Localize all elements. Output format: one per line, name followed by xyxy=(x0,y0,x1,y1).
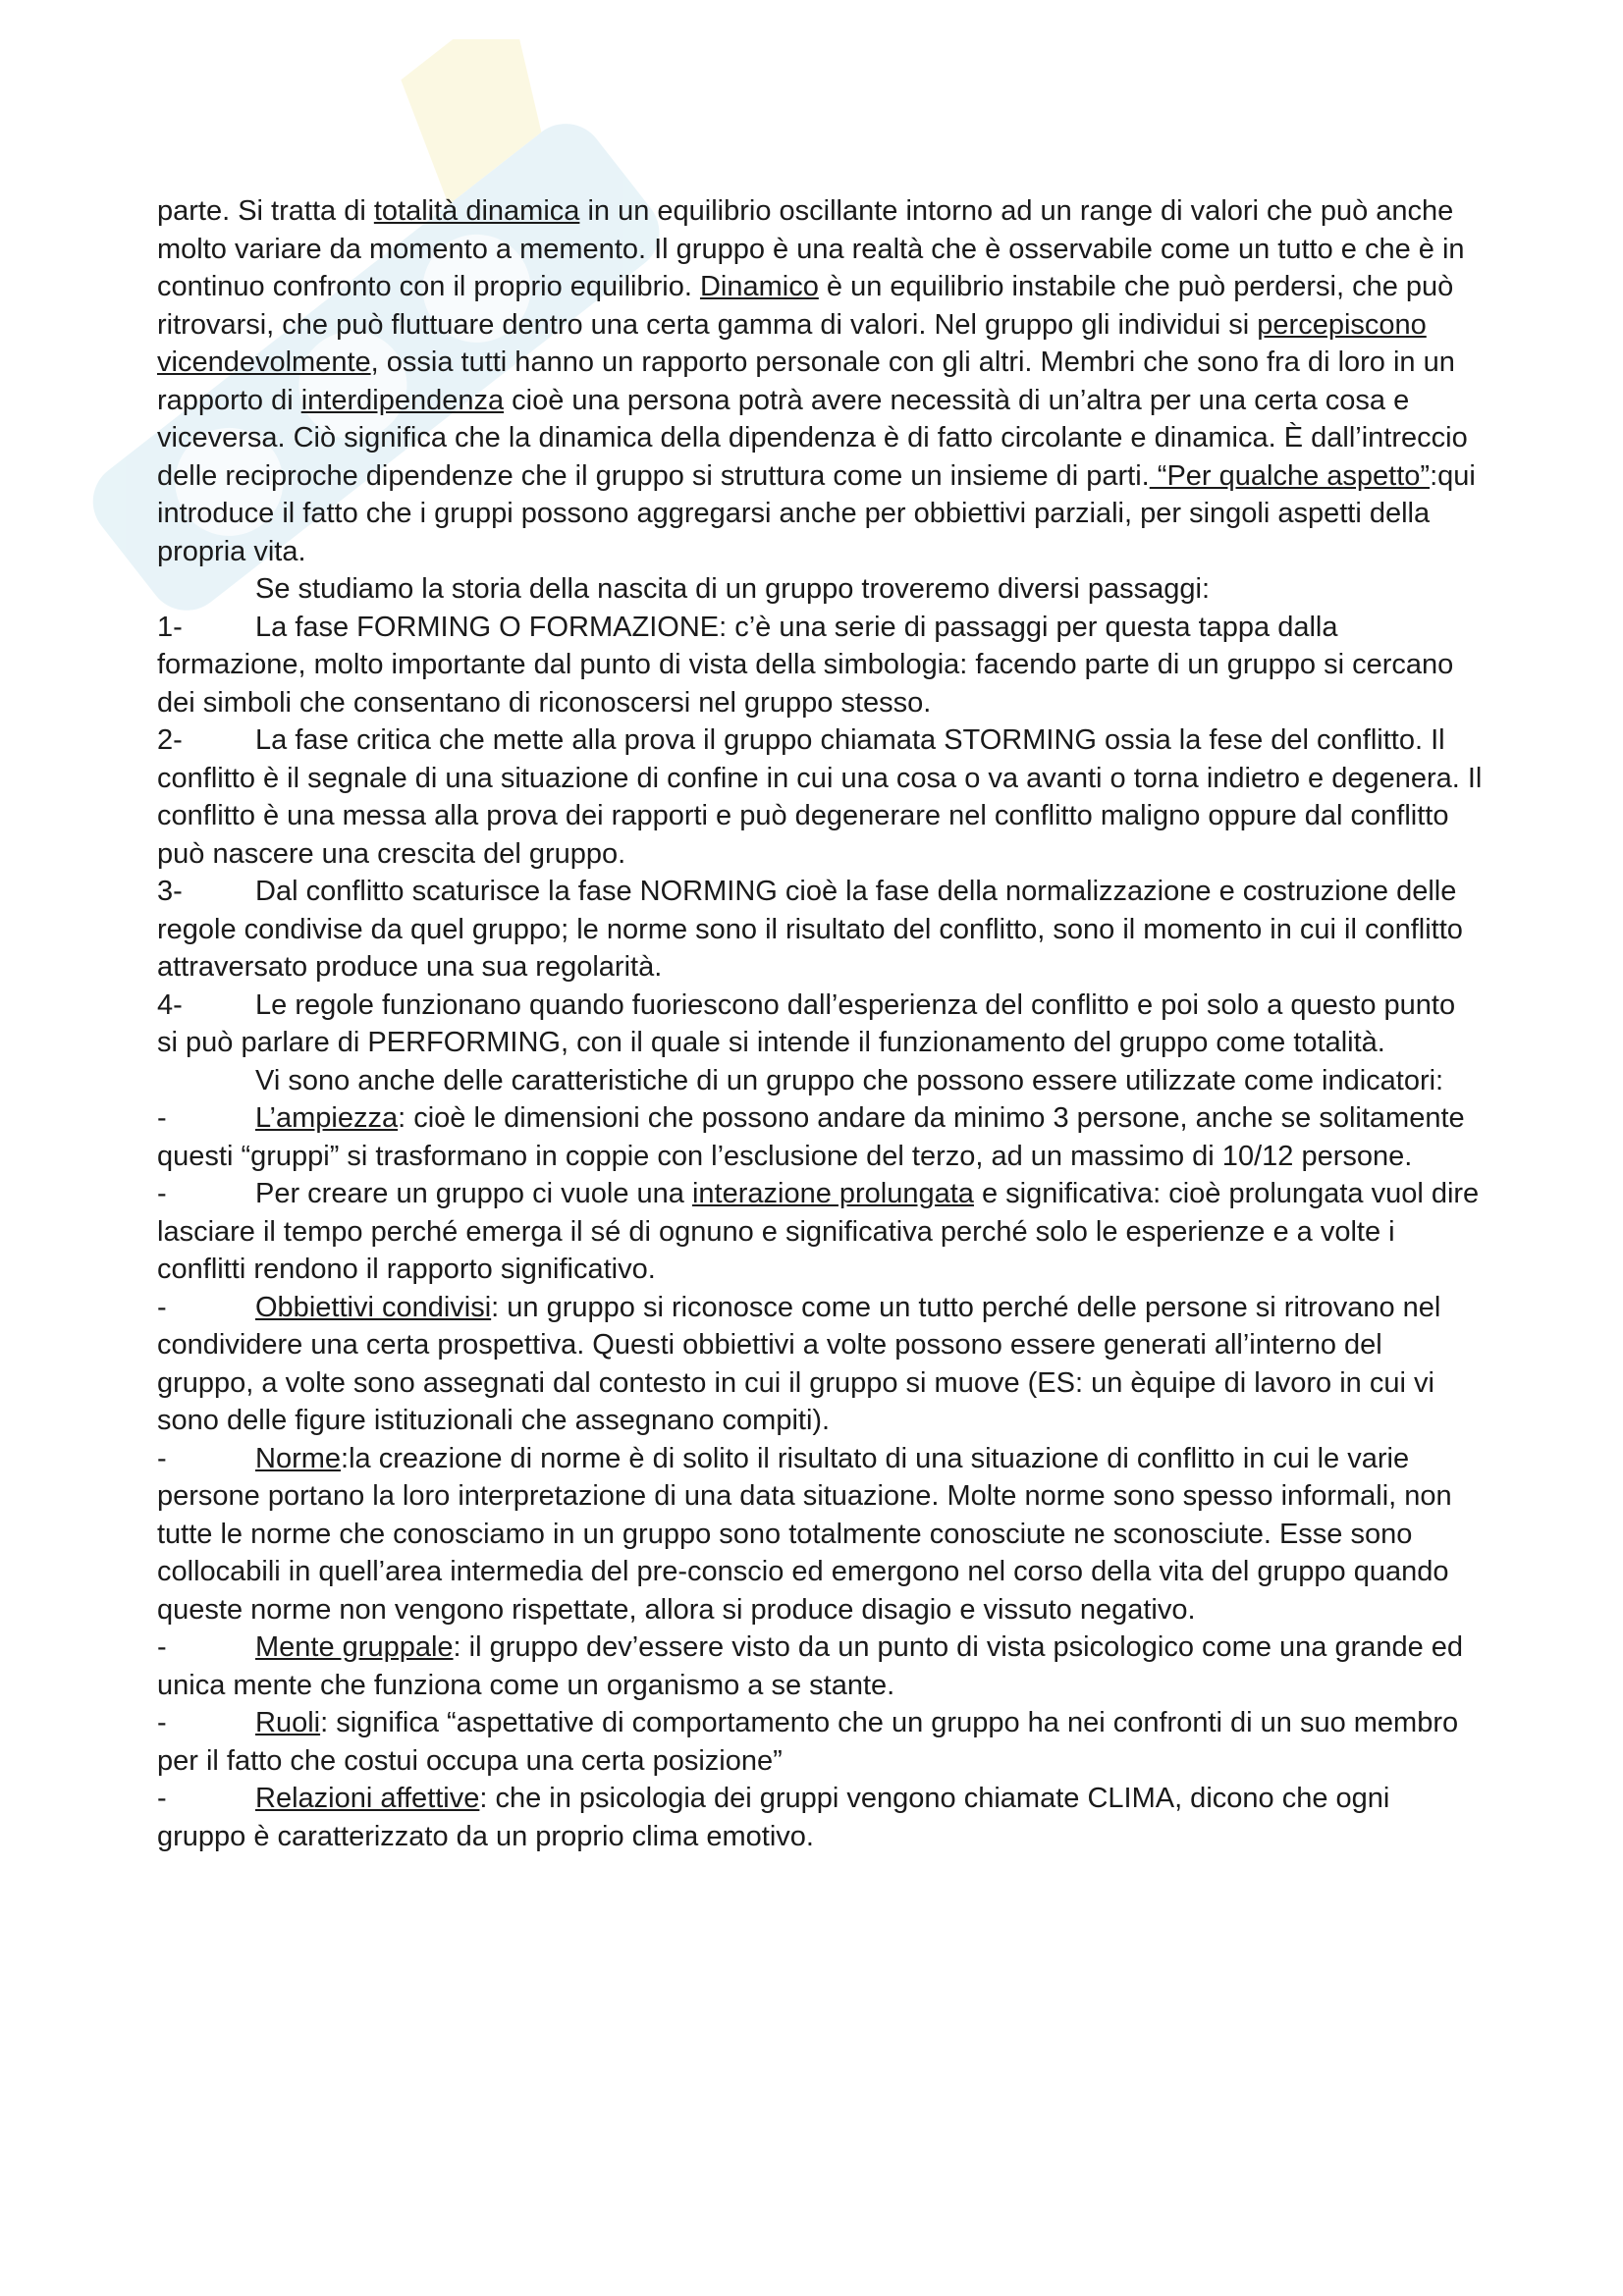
indicators-intro: Vi sono anche delle caratteristiche di un gruppo che possono essere utilizzate come indicatori: xyxy=(255,1064,1444,1096)
indicator-term: Relazioni affettive xyxy=(255,1783,480,1814)
indicator-marker: - xyxy=(157,1631,167,1663)
indicator-text: : cioè le dimensioni che possono andare da minimo 3 persone, anche se solitamente questi “gruppi” si trasformano in coppie con l’esclusione del terzo, ad un massimo di 10/12 persone. xyxy=(157,1102,1465,1172)
indicator-item xyxy=(157,1440,1483,1629)
indicator-term: Ruoli xyxy=(255,1707,321,1738)
phase-text: La fase critica che mette alla prova il gruppo chiamata STORMING ossia la fese del conflitto. Il conflitto è il segnale di una situazione di confine in cui una cosa o va avanti o torna indietro e degenera. Il conflitto è una messa alla prova dei rapporti e può degenerare nel conflitto maligno oppure dal conflitto può nascere una crescita del gruppo. xyxy=(157,724,1483,870)
phase-item xyxy=(157,987,1483,1062)
indicator-term: Mente gruppale xyxy=(255,1631,454,1663)
indicator-item xyxy=(157,1175,1483,1289)
indicator-term: Norme xyxy=(255,1442,342,1474)
indicator-marker: - xyxy=(157,1291,167,1323)
intro-text-5: cioè una persona potrà avere necessità di un’altra per una certa cosa e viceversa. Ciò significa che la dinamica della dipendenza è di fatto circolante e dinamica. È dall’intreccio delle reciproche dipendenze che il gruppo si struttura come un insieme di parti. xyxy=(157,384,1468,492)
indicator-text: : il gruppo dev’essere visto da un punto di vista psicologico come una grande ed unica mente che funziona come un organismo a se stante. xyxy=(157,1631,1464,1701)
indicator-text: : un gruppo si riconosce come un tutto perché delle persone si ritrovano nel condividere una certa prospettiva. Questi obbiettivi a volte possono essere generati all’interno del gruppo, a volte sono assegnati dal contesto in cui il gruppo si muove (ES: un èquipe di lavoro in cui vi sono delle figure istituzionali che assegnano compiti). xyxy=(157,1291,1441,1436)
indicator-text: e significativa: cioè prolungata vuol dire lasciare il tempo perché emerga il sé di ognuno e significativa perché solo le esperienze e a volte i conflitti rendono il rapporto significativo. xyxy=(157,1178,1480,1285)
indicator-text: : significa “aspettative di comportamento che un gruppo ha nei confronti di un suo membro per il fatto che costui occupa una certa posizione” xyxy=(157,1707,1459,1777)
indicator-item xyxy=(157,1704,1483,1780)
indicator-term: Obbiettivi condivisi xyxy=(255,1291,492,1323)
body-text xyxy=(157,192,1483,1855)
term-per-qualche-aspetto: “Per qualche aspetto” xyxy=(1149,459,1431,492)
indicator-term: L’ampiezza xyxy=(255,1102,399,1134)
phase-marker: 1- xyxy=(157,611,183,643)
phase-item xyxy=(157,873,1483,987)
indicator-text: :la creazione di norme è di solito il risultato di una situazione di conflitto in cui le varie persone portano la loro interpretazione di una data situazione. Molte norme sono spesso informali, non tutte le norme che conosciamo in un gruppo sono totalmente conosciute ne sconosciute. Esse sono collocabili in quell’area intermedia del pre-conscio ed emergono nel corso della vita del gruppo quando queste norme non vengono rispettate, allora si produce disagio e vissuto negativo. xyxy=(157,1442,1452,1626)
phase-text: Dal conflitto scaturisce la fase NORMING cioè la fase della normalizzazione e costruzione delle regole condivise da quel gruppo; le norme sono il risultato del conflitto, sono il momento in cui il conflitto attraversato produce una sua regolarità. xyxy=(157,876,1463,983)
phase-item xyxy=(157,721,1483,873)
term-totalita-dinamica: totalità dinamica xyxy=(373,195,580,227)
intro-paragraph xyxy=(157,192,1483,570)
term-dinamico: Dinamico xyxy=(699,271,819,302)
phase-text: Le regole funzionano quando fuoriescono dall’esperienza del conflitto e poi solo a questo punto si può parlare di PERFORMING, con il quale si intende il funzionamento del gruppo come totalità. xyxy=(157,988,1456,1058)
indicator-marker: - xyxy=(157,1442,167,1474)
indicator-item xyxy=(157,1289,1483,1440)
phase-item xyxy=(157,609,1483,722)
indicator-item xyxy=(157,1780,1483,1855)
intro-text-6: :qui introduce il fatto che i gruppi possono aggregarsi anche per obbiettivi parziali, per singoli aspetti della propria vita. xyxy=(157,459,1476,567)
phase-marker: 2- xyxy=(157,724,183,756)
intro-text-3: è un equilibrio instabile che può perdersi, che può ritrovarsi, che può fluttuare dentro una certa gamma di valori. Nel gruppo gli individui si xyxy=(157,271,1454,341)
indicator-item xyxy=(157,1629,1483,1704)
intro-text-1: parte. Si tratta di xyxy=(157,195,374,227)
phases-intro: Se studiamo la storia della nascita di un gruppo troveremo diversi passaggi: xyxy=(255,573,1211,605)
indicator-term: interazione prolungata xyxy=(691,1178,974,1209)
term-interdipendenza: interdipendenza xyxy=(300,384,505,416)
phase-text: La fase FORMING O FORMAZIONE: c’è una serie di passaggi per questa tappa dalla formazione, molto importante dal punto di vista della simbologia: facendo parte di un gruppo si cercano dei simboli che consentano di riconoscersi nel gruppo stesso. xyxy=(157,611,1454,719)
indicator-text: : che in psicologia dei gruppi vengono chiamate CLIMA, dicono che ogni gruppo è caratterizzato da un proprio clima emotivo. xyxy=(157,1783,1390,1852)
indicator-marker: - xyxy=(157,1707,167,1738)
indicator-item xyxy=(157,1099,1483,1175)
intro-text-4: , ossia tutti hanno un rapporto personale con gli altri. Membri che sono fra di loro in un rapporto di xyxy=(157,347,1455,416)
term-percepiscono: percepiscono vicendevolmente xyxy=(157,308,1427,378)
indicator-marker: - xyxy=(157,1178,167,1209)
indicator-marker: - xyxy=(157,1783,167,1814)
indicator-marker: - xyxy=(157,1102,167,1134)
indicator-pre: Per creare un gruppo ci vuole una xyxy=(255,1178,692,1209)
intro-text-2: in un equilibrio oscillante intorno ad un range di valori che può anche molto variare da momento a memento. Il gruppo è una realtà che è osservabile come un tutto e che è in continuo confronto con il proprio equilibrio. xyxy=(157,195,1465,302)
phase-marker: 4- xyxy=(157,988,183,1021)
phase-marker: 3- xyxy=(157,876,183,907)
